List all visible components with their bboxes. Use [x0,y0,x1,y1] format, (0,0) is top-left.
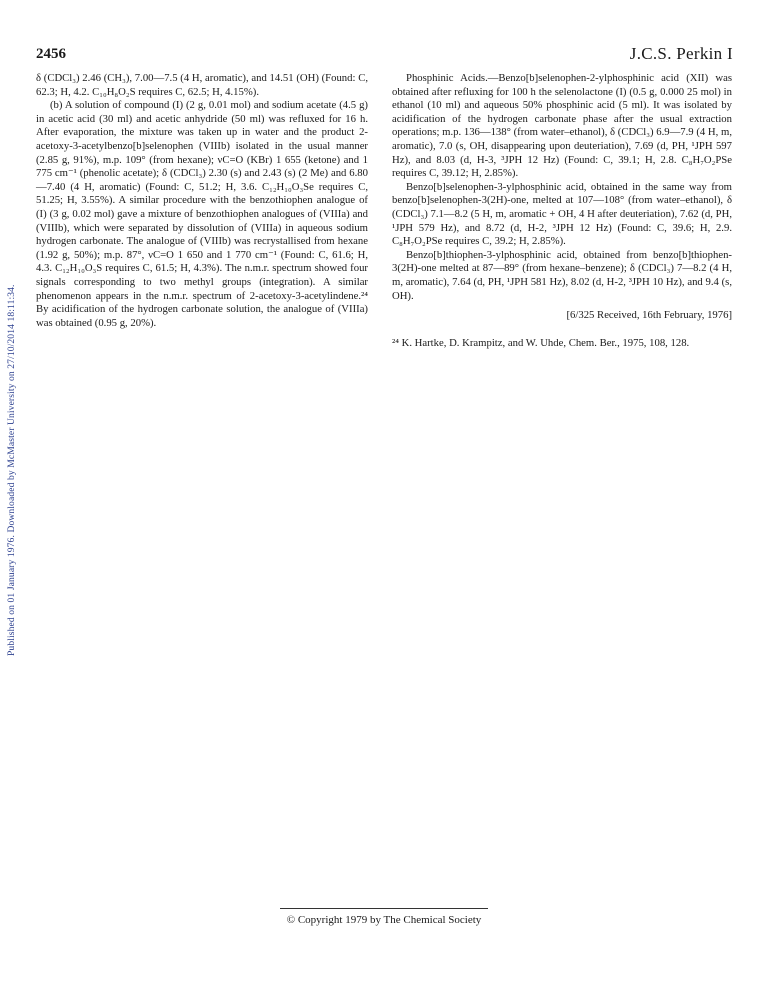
download-watermark-text: Published on 01 January 1976. Downloaded by McMaster University on 27/10/2014 18:11:34. [6,284,17,656]
paragraph: Phosphinic Acids.—Benzo[b]selenophen-2-ylphosphinic acid (XII) was obtained after refluxing for 100 h the selenolactone (I) (0.5 g, 0.000 25 mol) in ethanol (10 ml) and aqueous 50% phosphinic acid (5 ml). It was isolated by acidification of the hydrogen carbonate phase after the usual extraction operations; m.p. 136—138° (from water–ethanol), δ (CDCl₃) 6.9—7.9 (4 H, m, aromatic), 7.0 (s, OH, disappearing upon deuteriation), 7.69 (d, PH, ¹JPH 597 Hz), and 8.03 (d, H-3, ³JPH 12 Hz) (Found: C, 39.1; H, 2.8. C₈H₇O₂PSe requires C, 39.12; H, 2.85%). [392,72,732,180]
left-column [36,72,368,330]
reference-24: ²⁴ K. Hartke, D. Krampitz, and W. Uhde, Chem. Ber., 1975, 108, 128. [392,336,690,349]
page-number: 2456 [36,46,66,62]
paragraph: (b) A solution of compound (I) (2 g, 0.01 mol) and sodium acetate (4.5 g) in acetic acid (30 ml) and acetic anhydride (50 ml) was refluxed for 16 h. After evaporation, the mixture was taken up in water and the product 2-acetoxy-3-acetylbenzo[b]selenophen (VIIIb) isolated in the usual manner (2.85 g, 91%), m.p. 109° (from hexane); νC=O (KBr) 1 655 (ketone) and 1 775 cm⁻¹ (phenolic acetate); δ (CDCl₃) 2.30 (s) and 2.43 (s) (2 Me) and 6.80—7.40 (4 H, aromatic) (Found: C, 51.2; H, 3.6. C₁₂H₁₀O₃Se requires C, 51.25; H, 3.55%). A similar procedure with the benzothiophen analogue of (I) (3 g, 0.02 mol) gave a mixture of benzothiophen analogues of (VIIIa) and (VIIIb), which were separated by dissolution of (VIIIa) in aqueous sodium hydrogen carbonate. The analogue of (VIIIb) was recrystallised from hexane (1.92 g, 50%); m.p. 87°, νC=O 1 650 and 1 770 cm⁻¹ (Found: C, 61.6; H, 4.3. C₁₂H₁₀O₃S requires C, 61.5; H, 4.3%). The n.m.r. spectrum showed four signals corresponding to two methyl groups (integration). A similar phenomenon appears in the n.m.r. spectrum of 2-acetoxy-3-acetylindene.²⁴ By acidification of the hydrogen carbonate solution, the analogue of (VIIIa) was obtained (0.95 g, 20%). [36,99,368,329]
paragraph: δ (CDCl₃) 2.46 (CH₃), 7.00—7.5 (4 H, aromatic), and 14.51 (OH) (Found: C, 62.3; H, 4.2. C₁₀H₈O₂S requires C, 62.5; H, 4.15%). [36,72,368,98]
paragraph: Benzo[b]thiophen-3-ylphosphinic acid, obtained from benzo[b]thiophen-3(2H)-one melted at 87—89° (from hexane–benzene); δ (CDCl₃) 7—8.2 (4 H, m, aromatic), 7.64 (d, PH, ¹JPH 581 Hz), 8.02 (d, H-2, ³JPH 10 Hz), and 9.4 (s, OH). [392,248,732,302]
download-watermark [4,40,18,660]
paragraph: Benzo[b]selenophen-3-ylphosphinic acid, obtained in the same way from benzo[b]selenophen-3(2H)-one, melted at 107—108° (from water–ethanol), δ (CDCl₃) 7.1—8.2 (5 H, m, aromatic + OH, 4 H after deuteriation), 7.62 (d, PH, ¹JPH 579 Hz), and 8.72 (d, H-2, ³JPH 12 Hz) (Found: C, 39.6; H, 2.9. C₈H₇O₂PSe requires C, 39.2; H, 2.85%). [392,180,732,248]
journal-title: J.C.S. Perkin I [629,44,733,63]
copyright-notice: © Copyright 1979 by The Chemical Society [286,914,482,926]
received-date: [6/325 Received, 16th February, 1976] [566,309,732,322]
footer-divider [280,908,488,909]
right-column [392,72,732,350]
